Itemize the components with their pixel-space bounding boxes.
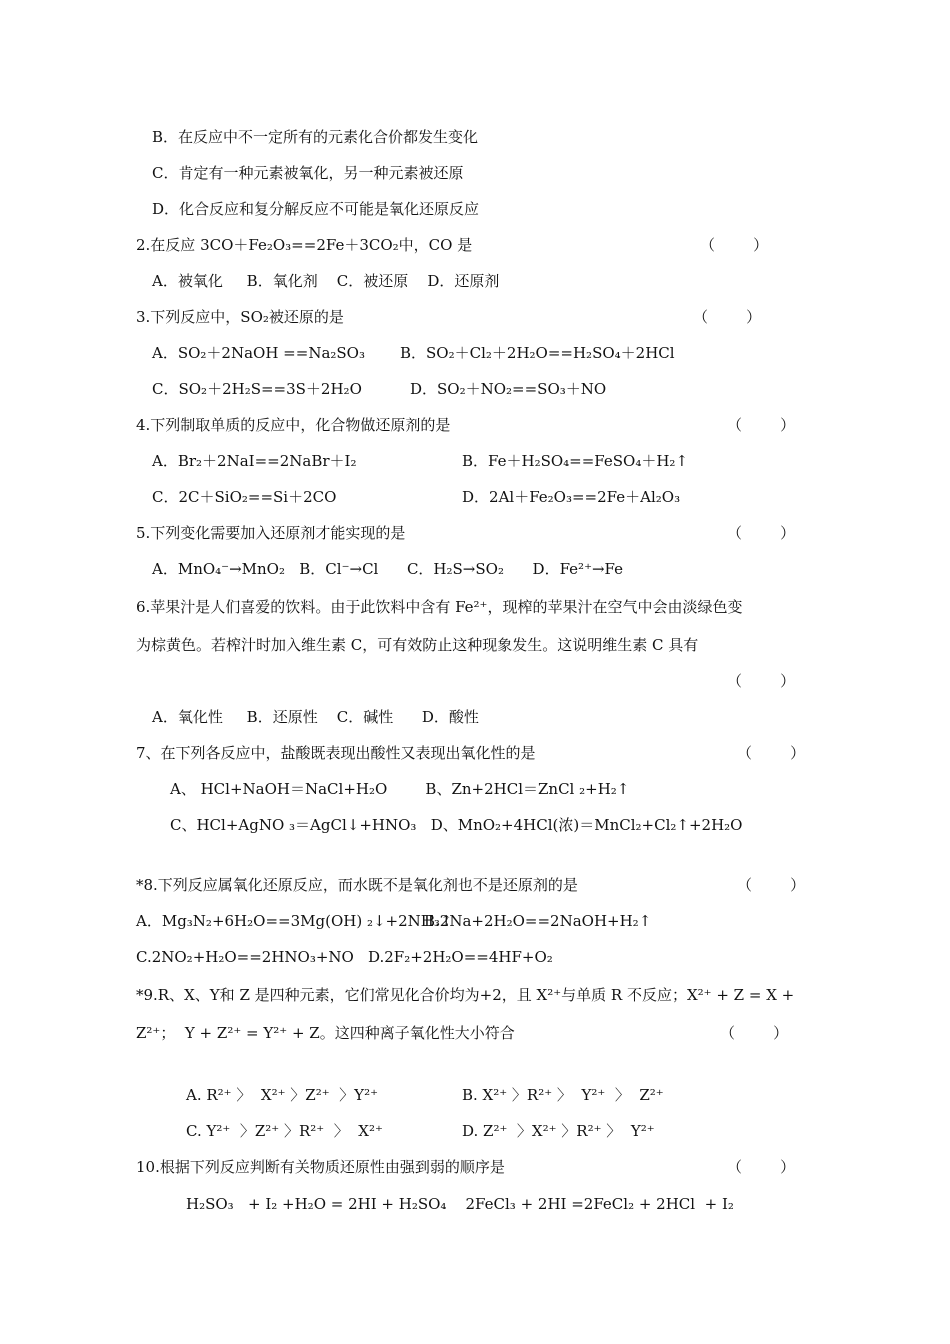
q4-option-b: B．Fe＋H₂SO₄==FeSO₄＋H₂↑ — [462, 452, 689, 470]
q8-option-d: D.2F₂+2H₂O==4HF+O₂ — [368, 948, 553, 966]
q9-option-d: D. Z²⁺ 〉X²⁺ 〉R²⁺ 〉 Y²⁺ — [462, 1122, 655, 1140]
q7-options-cd: C、HCl+AgNO ₃＝AgCl↓+HNO₃ D、MnO₂+4HCl(浓)＝MnCl₂+Cl₂↑+2H₂O — [170, 816, 743, 834]
q3-option-d: D．SO₂＋NO₂==SO₃＋NO — [410, 380, 607, 398]
q1-option-c: C．肯定有一种元素被氧化，另一种元素被还原 — [152, 164, 464, 182]
q8-option-b: B.2Na+2H₂O==2NaOH+H₂↑ — [424, 912, 652, 930]
q10-equations: H₂SO₃ + I₂ +H₂O = 2HI + H₂SO₄ 2FeCl₃ + 2HI =2FeCl₂ + 2HCl + I₂ — [186, 1195, 734, 1213]
q3-option-a: A．SO₂＋2NaOH ==Na₂SO₃ — [152, 344, 365, 362]
q7-answer-paren: （ ） — [737, 744, 806, 762]
q5-options: A．MnO₄⁻→MnO₂ B．Cl⁻→Cl C．H₂S→SO₂ D．Fe²⁺→Fe — [152, 560, 624, 578]
q8-option-a: A．Mg₃N₂+6H₂O==3Mg(OH) ₂↓+2NH₃↑ — [136, 912, 453, 930]
q9-answer-paren: （ ） — [720, 1024, 789, 1042]
q4-option-c: C．2C＋SiO₂==Si＋2CO — [152, 488, 337, 506]
q4-stem: 4.下列制取单质的反应中，化合物做还原剂的是 — [136, 416, 451, 434]
q4-answer-paren: （ ） — [727, 416, 796, 434]
q6-answer-paren: （ ） — [727, 672, 796, 690]
q3-answer-paren: （ ） — [693, 308, 762, 326]
q9-option-b: B. X²⁺ 〉R²⁺ 〉 Y²⁺ 〉 Z²⁺ — [462, 1086, 664, 1104]
q1-option-d: D．化合反应和复分解反应不可能是氧化还原反应 — [152, 200, 480, 218]
q9-stem-line1: *9.R、X、Y和 Z 是四种元素，它们常见化合价均为+2，且 X²⁺与单质 R 不反应；X²⁺ + Z = X + — [136, 986, 795, 1004]
q3-option-c: C．SO₂＋2H₂S==3S＋2H₂O — [152, 380, 362, 398]
q6-stem-line1: 6.苹果汁是人们喜爱的饮料。由于此饮料中含有 Fe²⁺，现榨的苹果汁在空气中会由淡绿色变 — [136, 598, 743, 616]
q2-stem: 2.在反应 3CO＋Fe₂O₃==2Fe＋3CO₂中，CO 是 — [136, 236, 473, 254]
q5-stem: 5.下列变化需要加入还原剂才能实现的是 — [136, 524, 406, 542]
q8-option-c: C.2NO₂+H₂O==2HNO₃+NO — [136, 948, 354, 966]
q9-stem-line2: Z²⁺； Y + Z²⁺ = Y²⁺ + Z。这四种离子氧化性大小符合 — [136, 1024, 515, 1042]
q2-answer-paren: （ ） — [700, 236, 769, 254]
q9-option-a: A. R²⁺ 〉 X²⁺ 〉Z²⁺ 〉Y²⁺ — [186, 1086, 378, 1104]
q3-option-b: B．SO₂＋Cl₂＋2H₂O==H₂SO₄＋2HCl — [400, 344, 675, 362]
q10-stem: 10.根据下列反应判断有关物质还原性由强到弱的顺序是 — [136, 1158, 505, 1176]
q9-option-c: C. Y²⁺ 〉Z²⁺ 〉R²⁺ 〉 X²⁺ — [186, 1122, 383, 1140]
q5-answer-paren: （ ） — [727, 524, 796, 542]
q2-options: A．被氧化 B．氧化剂 C．被还原 D．还原剂 — [152, 272, 500, 290]
q4-option-a: A．Br₂＋2NaI==2NaBr＋I₂ — [152, 452, 357, 470]
q3-stem: 3.下列反应中，SO₂被还原的是 — [136, 308, 344, 326]
q4-option-d: D．2Al＋Fe₂O₃==2Fe＋Al₂O₃ — [462, 488, 681, 506]
q6-options: A．氧化性 B．还原性 C．碱性 D．酸性 — [152, 708, 479, 726]
q8-stem: *8.下列反应属氧化还原反应，而水既不是氧化剂也不是还原剂的是 — [136, 876, 578, 894]
q8-answer-paren: （ ） — [737, 876, 806, 894]
q7-options-ab: A、 HCl+NaOH＝NaCl+H₂O B、Zn+2HCl＝ZnCl ₂+H₂↑ — [170, 780, 630, 798]
q10-answer-paren: （ ） — [727, 1158, 796, 1176]
q7-stem: 7、在下列各反应中，盐酸既表现出酸性又表现出氧化性的是 — [136, 744, 536, 762]
q6-stem-line2: 为棕黄色。若榨汁时加入维生素 C，可有效防止这种现象发生。这说明维生素 C 具有 — [136, 636, 699, 654]
q1-option-b: B．在反应中不一定所有的元素化合价都发生变化 — [152, 128, 479, 146]
